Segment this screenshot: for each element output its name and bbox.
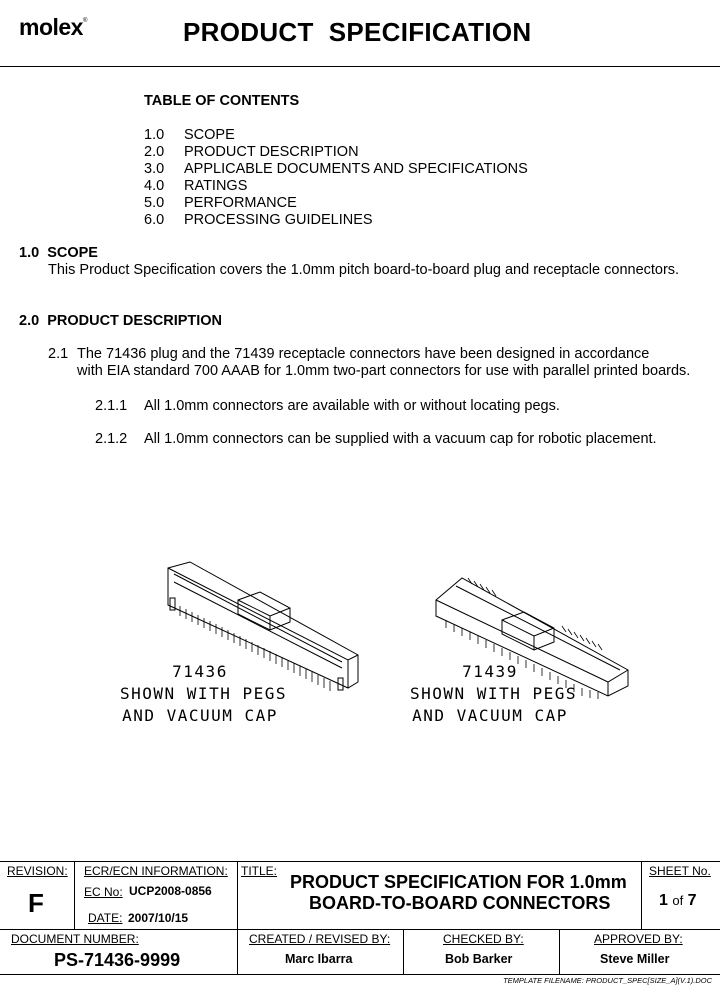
sheet-current: 1 [659,892,668,909]
toc-item-number: 1.0 [144,127,165,143]
scope-text: This Product Specification covers the 1.0mm pitch board-to-board plug and receptacle connectors. [48,262,680,278]
molex-logo: molex [19,14,83,40]
paragraph-number: 2.1 [48,346,69,362]
description-heading: 2.0 PRODUCT DESCRIPTION [19,313,223,329]
toc-item-number: 3.0 [144,161,165,177]
ec-no-value: UCP2008-0856 [129,884,212,898]
sheet-number [659,892,697,910]
revision-label: REVISION: [7,864,68,878]
checked-by-label: CHECKED BY: [443,932,524,946]
sheet-label: SHEET No. [649,864,711,878]
title-line-2: BOARD-TO-BOARD CONNECTORS [309,893,611,913]
toc-item-number: 6.0 [144,212,165,228]
page-title: PRODUCT SPECIFICATION [183,17,532,47]
date-label: DATE: [88,911,123,925]
ecr-label: ECR/ECN INFORMATION: [84,864,228,878]
registered-mark: ® [83,18,88,24]
revision-value: F [28,888,44,918]
header-divider [0,66,720,67]
sheet-total: 7 [687,892,697,909]
toc-item-label: PROCESSING GUIDELINES [184,212,373,228]
paragraph-text: The 71436 plug and the 71439 receptacle connectors have been designed in accordance [77,346,650,362]
toc-item-label: APPLICABLE DOCUMENTS AND SPECIFICATIONS [184,161,528,177]
toc-item-label: PERFORMANCE [184,195,297,211]
paragraph-number: 2.1.1 [95,398,128,414]
toc-item-number: 2.0 [144,144,165,160]
paragraph-text: All 1.0mm connectors can be supplied with a vacuum cap for robotic placement. [144,431,657,447]
template-filename: TEMPLATE FILENAME: PRODUCT_SPEC[SIZE_A](V.1).DOC [503,976,712,985]
figure-caption: 71439 SHOWN WITH PEGS AND VACUUM CAP [410,662,577,725]
document-number-label: DOCUMENT NUMBER: [11,932,139,946]
paragraph-text: with EIA standard 700 AAAB for 1.0mm two-part connectors for use with parallel printed boards. [77,363,691,379]
toc-item-label: RATINGS [184,178,248,194]
sheet-of: of [672,893,684,908]
document-number: PS-71436-9999 [54,950,181,970]
paragraph-text: All 1.0mm connectors are available with or without locating pegs. [144,398,560,414]
figure-caption: 71436 SHOWN WITH PEGS AND VACUUM CAP [120,662,287,725]
toc-item-label: PRODUCT DESCRIPTION [184,144,359,160]
toc-item-label: SCOPE [184,127,235,143]
toc-item-number: 5.0 [144,195,165,211]
date-value: 2007/10/15 [128,911,189,925]
scope-heading: 1.0 SCOPE [19,245,98,261]
approved-by-label: APPROVED BY: [594,932,683,946]
ec-no-label: EC No: [84,885,123,899]
title-label: TITLE: [241,864,278,878]
toc-heading: TABLE OF CONTENTS [144,93,300,109]
toc-item-number: 4.0 [144,178,165,194]
created-by-label: CREATED / REVISED BY: [249,932,391,946]
created-by: Marc Ibarra [285,952,353,966]
paragraph-number: 2.1.2 [95,431,128,447]
checked-by: Bob Barker [445,952,513,966]
title-line-1: PRODUCT SPECIFICATION FOR 1.0mm [290,872,627,892]
approved-by: Steve Miller [600,952,670,966]
